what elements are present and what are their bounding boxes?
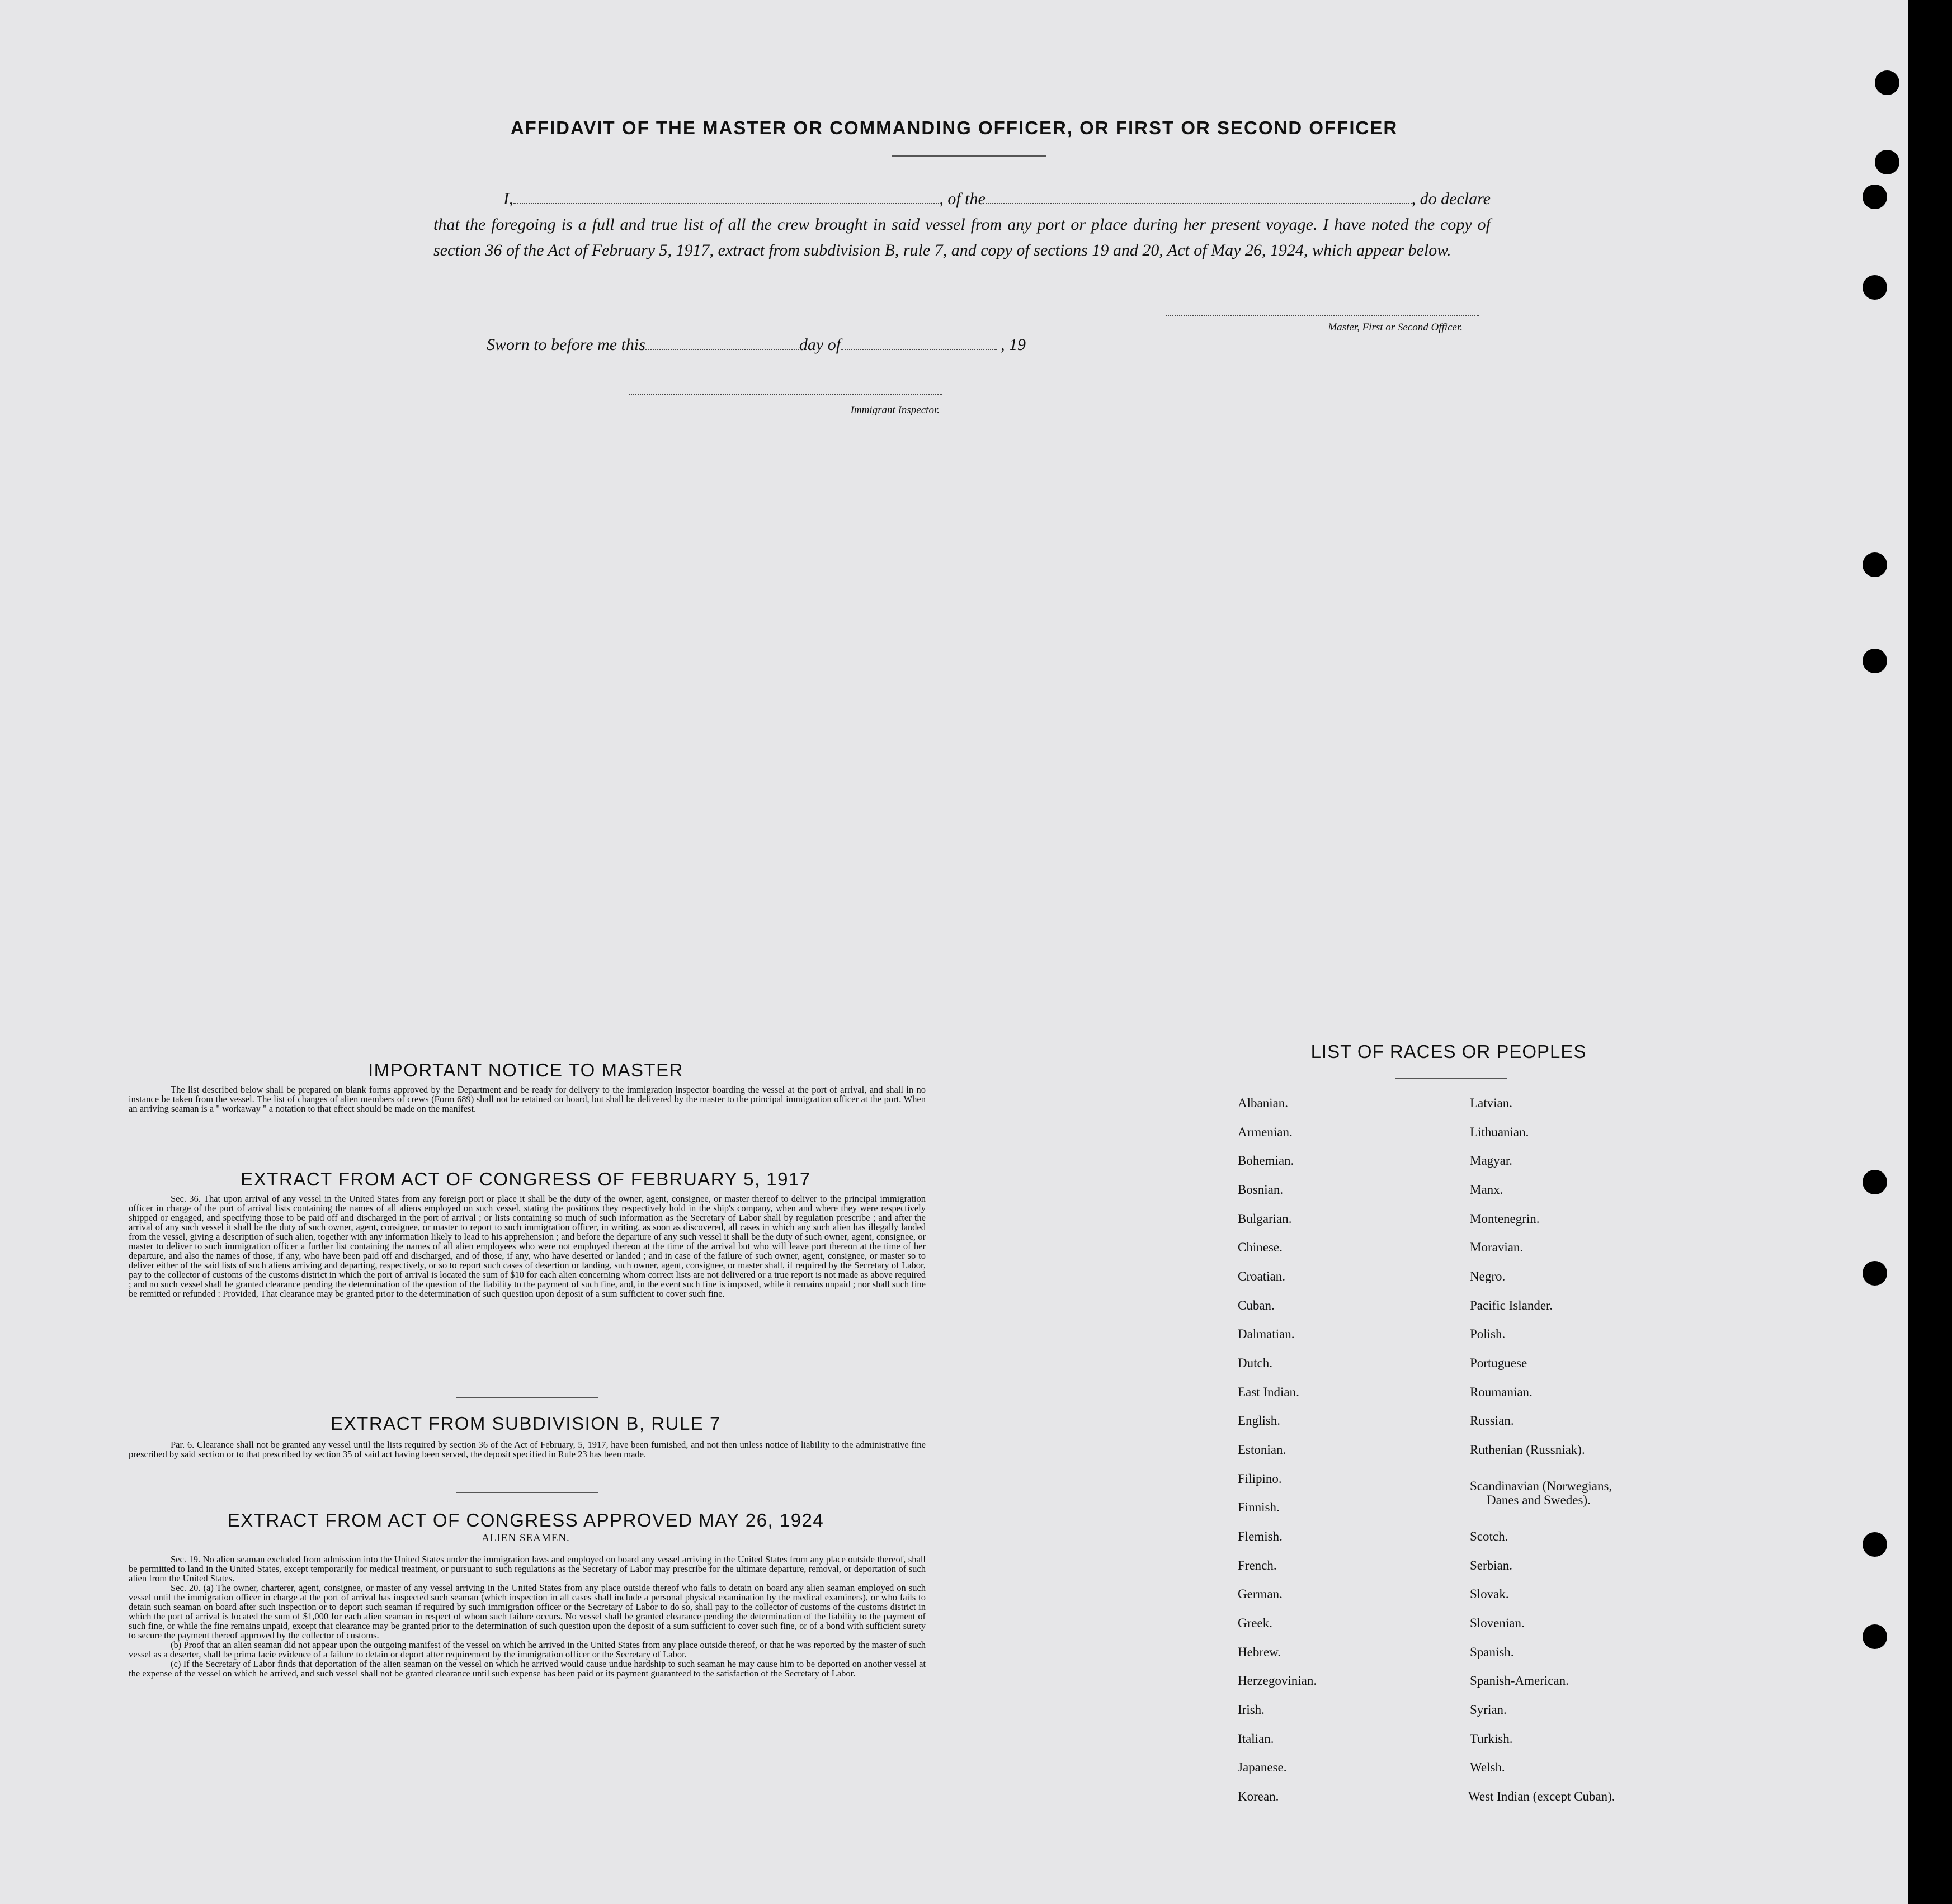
race-item: Polish. <box>1470 1327 1506 1341</box>
race-item: Croatian. <box>1238 1269 1285 1283</box>
race-item: Flemish. <box>1238 1529 1283 1543</box>
divider <box>456 1397 598 1398</box>
punch-hole <box>1863 552 1887 577</box>
affidavit-title: AFFIDAVIT OF THE MASTER OR COMMANDING OFFICER, OR FIRST OR SECOND OFFICER <box>510 117 1398 138</box>
race-item: Danes and Swedes). <box>1487 1493 1591 1507</box>
race-item: Serbian. <box>1470 1558 1513 1572</box>
punch-hole <box>1863 185 1887 209</box>
divider <box>892 155 1046 157</box>
affidavit-body <box>433 186 1491 263</box>
race-item: Dutch. <box>1238 1356 1272 1370</box>
races-title: LIST OF RACES OR PEOPLES <box>1310 1041 1587 1062</box>
year-label: , 19 <box>1001 336 1026 354</box>
race-item: Latvian. <box>1470 1096 1512 1110</box>
master-signature-label: Master, First or Second Officer. <box>1328 322 1463 333</box>
divider <box>1395 1078 1507 1079</box>
race-item: Bosnian. <box>1238 1183 1284 1197</box>
punch-hole <box>1863 1170 1887 1194</box>
race-item: Portuguese <box>1470 1356 1527 1370</box>
punch-hole <box>1875 70 1899 95</box>
race-item: Manx. <box>1470 1183 1503 1197</box>
extract-1924-text <box>129 1555 926 1678</box>
rule-7-title: EXTRACT FROM SUBDIVISION B, RULE 7 <box>331 1413 721 1434</box>
master-signature-line[interactable] <box>1166 315 1479 316</box>
name-blank[interactable] <box>513 202 940 204</box>
race-item: Montenegrin. <box>1470 1212 1540 1226</box>
race-item: Slovenian. <box>1470 1616 1525 1630</box>
race-item: Irish. <box>1238 1703 1265 1717</box>
race-item: Bulgarian. <box>1238 1212 1292 1226</box>
race-item: Negro. <box>1470 1269 1506 1283</box>
punch-hole <box>1863 1624 1887 1649</box>
day-blank[interactable] <box>645 348 799 350</box>
race-item: Ruthenian (Russniak). <box>1470 1443 1585 1457</box>
alien-seamen-subtitle: ALIEN SEAMEN. <box>482 1532 570 1544</box>
race-item: Spanish. <box>1470 1645 1514 1659</box>
race-item: Finnish. <box>1238 1500 1280 1514</box>
punch-hole <box>1863 275 1887 300</box>
race-item: Scotch. <box>1470 1529 1508 1543</box>
race-item: Turkish. <box>1470 1732 1513 1746</box>
punch-hole <box>1875 150 1899 174</box>
affidavit-statement: that the foregoing is a full and true list of all the crew brought in said vessel from any port or place during her present voyage. I have noted the copy of section 36 of the Act of February 5, 1917, extract from subdivision B, rule 7, and copy of sections 19 and 20, Act of May 26, 1924, which appear below. <box>433 215 1491 259</box>
extract-1917-title: EXTRACT FROM ACT OF CONGRESS OF FEBRUARY 5, 1917 <box>241 1169 811 1189</box>
notice-text: The list described below shall be prepared on blank forms approved by the Department and be ready for delivery to the immigration inspector boarding the vessel at the port of arrival, and shall in no instance be taken from the vessel. The list of changes of alien members of crews (Form 689) shall not be retained on board, but shall be delivered by the master to the principal immigration officer at the port. When an arriving seaman is a " workaway " a notation to that effect should be made on the manifest. <box>129 1084 926 1114</box>
race-item: Welsh. <box>1470 1760 1505 1774</box>
section-20c: (c) If the Secretary of Labor finds that deportation of the alien seaman on the vessel on which he arrived would cause undue hardship to such seaman he may cause him to be deported on another vessel at the expense of the vessel on which he arrived, and such vessel shall not be granted clearance until such expense has been paid or its payment guaranteed to the satisfaction of the Secretary of Labor. <box>129 1659 926 1679</box>
sworn-label: Sworn to before me this <box>487 336 645 354</box>
race-item: Scandinavian (Norwegians, <box>1470 1479 1612 1493</box>
race-item: Russian. <box>1470 1414 1514 1428</box>
race-item: Estonian. <box>1238 1443 1286 1457</box>
section-20b: (b) Proof that an alien seaman did not appear upon the outgoing manifest of the vessel on which he arrived in the United States from any place outside thereof, or that he was reported by the master of such vessel as a deserter, shall be prima facie evidence of a failure to detain or deport after requirement by the immigration officer or the Secretary of Labor. <box>129 1640 926 1660</box>
punch-hole <box>1863 1261 1887 1286</box>
race-item: Cuban. <box>1238 1298 1275 1312</box>
race-item: French. <box>1238 1558 1277 1572</box>
race-item: Lithuanian. <box>1470 1125 1529 1139</box>
day-of-label: day of <box>799 336 841 354</box>
race-item: Japanese. <box>1238 1760 1287 1774</box>
declaration-line <box>433 186 1491 212</box>
inspector-signature-line[interactable] <box>629 394 942 395</box>
declare-label: , do declare <box>1411 190 1491 208</box>
month-blank[interactable] <box>841 348 997 350</box>
race-item: Korean. <box>1238 1789 1279 1803</box>
race-item: Italian. <box>1238 1732 1274 1746</box>
race-item: Pacific Islander. <box>1470 1298 1553 1312</box>
vessel-blank[interactable] <box>986 202 1412 204</box>
sworn-line <box>487 336 1026 355</box>
section-19: Sec. 19. No alien seaman excluded from admission into the United States under the immigration laws and employed on board any vessel arriving in the United States from any place outside thereof, shall be permitted to land in the United States, except temporarily for medical treatment, or pursuant to such regulations as the Secretary of Labor may prescribe for the ultimate departure, removal, or deportation of such alien from the United States. <box>129 1554 926 1584</box>
race-item: Filipino. <box>1238 1472 1282 1486</box>
notice-title: IMPORTANT NOTICE TO MASTER <box>367 1060 683 1080</box>
inspector-signature-label: Immigrant Inspector. <box>850 404 940 416</box>
race-item: Spanish-American. <box>1470 1674 1569 1688</box>
punch-hole <box>1863 649 1887 673</box>
divider <box>456 1492 598 1493</box>
race-item: Armenian. <box>1238 1125 1293 1139</box>
i-label: I, <box>503 190 513 208</box>
race-item: Syrian. <box>1470 1703 1507 1717</box>
race-item: German. <box>1238 1587 1283 1601</box>
race-item: West Indian (except Cuban). <box>1468 1789 1615 1803</box>
extract-1917-text: Sec. 36. That upon arrival of any vessel in the United States from any foreign port or place it shall be the duty of the owner, agent, consignee, or master thereof to deliver to the principal immigration officer in charge of the port of arrival lists containing the names of all aliens employed on such vessel, stating the positions they respectively hold in the ship's company, when and where they were respectively shipped or engaged, and specifying those to be paid off and discharged in the port of arrival ; or lists containing so much of such information as the Secretary of Labor shall by regulation prescribe ; and after the arrival of any such vessel it shall be the duty of such owner, agent, consignee, or master to report to such immigration officer, in writing, as soon as discovered, all cases in which any such alien has illegally landed from the vessel, giving a description of such alien, together with any information likely to lead to his apprehension ; and before the departure of any such vessel it shall be the duty of such owner, agent, consignee, or master to deliver to such immigration officer a further list containing the names of all alien employees who were not employed thereon at the time of the arrival but who will leave port thereon at the time of her departure, and also the names of those, if any, who have been paid off and discharged, and of those, if any, who have deserted or landed ; and in case of the failure of such owner, agent, consignee, or master so to deliver either of the said lists of such aliens arriving and departing, respectively, or so to report such cases of desertion or landing, such owner, agent, consignee, or master shall, if required by the Secretary of Labor, pay to the collector of customs of the customs district in which the port of arrival is located the sum of $10 for each alien concerning whom correct lists are not delivered or a true report is not made as above required ; and no such vessel shall be granted clearance pending the determination of the question of the liability to the payment of such fine, and, in the event such fine is imposed, while it remains unpaid ; nor shall such fine be remitted or refunded : Provided, That clearance may be granted prior to the determination of such question upon deposit of a sum sufficient to cover such fine. <box>129 1193 926 1299</box>
of-the-label: , of the <box>939 190 986 208</box>
race-item: East Indian. <box>1238 1385 1299 1399</box>
race-item: Roumanian. <box>1470 1385 1533 1399</box>
race-item: Moravian. <box>1470 1240 1524 1254</box>
punch-hole <box>1863 1532 1887 1557</box>
race-item: Slovak. <box>1470 1587 1509 1601</box>
race-item: Magyar. <box>1470 1154 1513 1168</box>
race-item: Bohemian. <box>1238 1154 1294 1168</box>
race-item: Greek. <box>1238 1616 1272 1630</box>
section-20a: Sec. 20. (a) The owner, charterer, agent, consignee, or master of any vessel arriving in the United States from any place outside thereof who fails to detain on board any alien seaman employed on such vessel until the immigration officer in charge at the port of arrival has inspected such seaman (which inspection in all cases shall include a personal physical examination by the medical examiners), or who fails to detain such seaman on board after such inspection or to deport such seaman if required by such immigration officer or the Secretary of Labor to do so, shall pay to the collector of customs of the customs district in which the port of arrival is located the sum of $1,000 for each alien seaman in respect of whom such failure occurs. No vessel shall be granted clearance pending the determination of the liability to the payment of such fine, or while the fine remains unpaid, except that clearance may be granted prior to the determination of such question upon the deposit of a sum sufficient to cover such fine, or of a bond with sufficient surety to secure the payment thereof approved by the collector of customs. <box>129 1582 926 1641</box>
race-item: Albanian. <box>1238 1096 1289 1110</box>
race-item: Chinese. <box>1238 1240 1283 1254</box>
rule-7-text: Par. 6. Clearance shall not be granted any vessel until the lists required by section 36 of the Act of February, 5, 1917, have been furnished, and not then unless notice of liability to the administrative fine prescribed by said section or to that prescribed by section 35 of said act having been served, the deposit specified in Rule 23 has been made. <box>129 1439 926 1459</box>
race-item: Herzegovinian. <box>1238 1674 1317 1688</box>
race-item: Hebrew. <box>1238 1645 1281 1659</box>
race-item: English. <box>1238 1414 1281 1428</box>
extract-1924-title: EXTRACT FROM ACT OF CONGRESS APPROVED MAY 26, 1924 <box>227 1510 824 1530</box>
race-item: Dalmatian. <box>1238 1327 1295 1341</box>
